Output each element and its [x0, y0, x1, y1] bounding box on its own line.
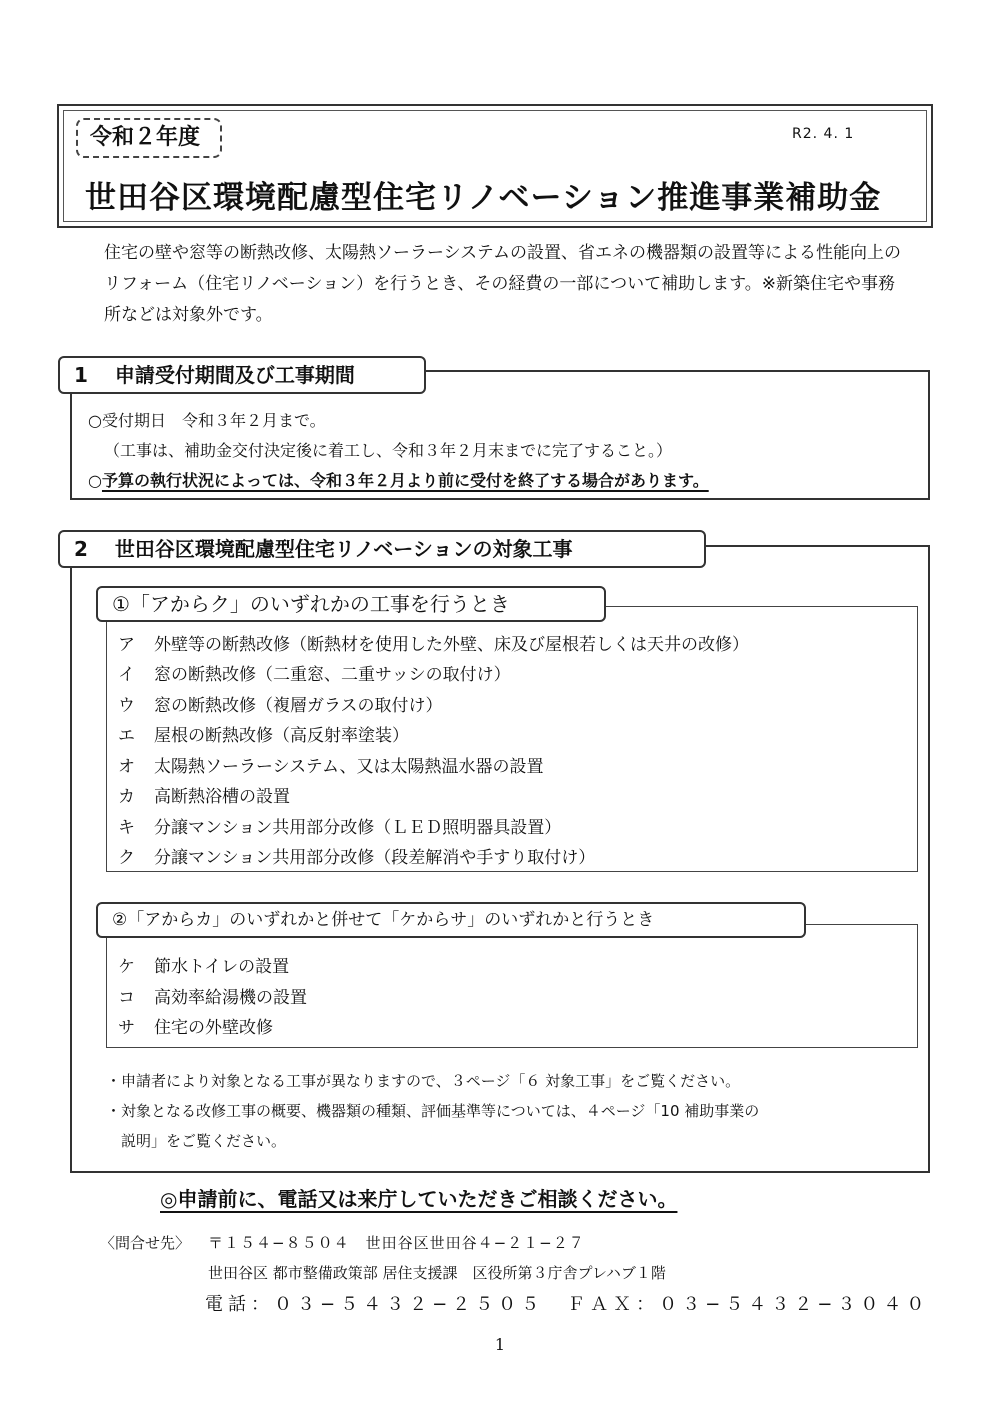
list-item: イ 窓の断熱改修（二重窓、二重サッシの取付け） [118, 665, 511, 685]
note-line: 説明」をご覧ください。 [106, 1132, 287, 1150]
notice-text: 予算の執行状況によっては、令和３年２月より前に受付を終了する場合があります。 [101, 471, 709, 490]
note-line: ・対象となる改修工事の概要、機器類の種類、評価基準等については、４ページ「10 補助事業の [106, 1102, 760, 1120]
consult-notice: ◎申請前に、電話又は来庁していただきご相談ください。 [160, 1187, 678, 1211]
issue-date: R2. 4. 1 [792, 126, 855, 142]
section1-line: （工事は、補助金交付決定後に着工し、令和３年２月末までに完了すること。） [104, 441, 673, 460]
section1-line: ○受付期日 令和３年２月まで。 [88, 411, 326, 430]
list-item: ケ 節水トイレの設置 [118, 957, 290, 977]
list-item: ウ 窓の断熱改修（複層ガラスの取付け） [118, 696, 443, 716]
intro-paragraph: 住宅の壁や窓等の断熱改修、太陽熱ソーラーシステムの設置、省エネの機器類の設置等による性能向上のリフォーム（住宅リノベーション）を行うとき、その経費の一部について補助します。※新築住宅や事務所などは対象外です。 [104, 243, 901, 325]
group2-heading: ②「アからカ」のいずれかと併せて「ケからサ」のいずれかと行うとき [96, 902, 806, 938]
notice-prefix: ○ [88, 471, 102, 490]
list-item: エ 屋根の断熱改修（高反射率塗装） [118, 726, 409, 746]
year-label: 令和２年度 [76, 118, 222, 158]
list-item: コ 高効率給湯機の設置 [118, 988, 307, 1008]
list-item: カ 高断熱浴槽の設置 [118, 787, 290, 807]
group1-heading: ①「アからク」のいずれかの工事を行うとき [96, 586, 606, 622]
contact-phone: 電話：０３−５４３２−２５０５ ＦＡＸ：０３−５４３２−３０４０ [205, 1294, 930, 1315]
contact-label: 〈問合せ先〉 [100, 1234, 191, 1252]
page-number: 1 [494, 1335, 506, 1354]
contact-address: 〒１５４−８５０４ 世田谷区世田谷４−２１−２７ [208, 1234, 585, 1252]
section1-heading: 1 申請受付期間及び工事期間 [58, 356, 426, 394]
list-item: サ 住宅の外壁改修 [118, 1018, 273, 1038]
contact-department: 世田谷区 都市整備政策部 居住支援課 区役所第３庁舎プレハブ１階 [208, 1264, 666, 1282]
list-item: オ 太陽熱ソーラーシステム、又は太陽熱温水器の設置 [118, 757, 544, 777]
list-item: ア 外壁等の断熱改修（断熱材を使用した外壁、床及び屋根若しくは天井の改修） [118, 635, 749, 655]
page-title: 世田谷区環境配慮型住宅リノベーション推進事業補助金 [85, 180, 882, 216]
section1-notice [88, 468, 709, 491]
list-item: キ 分譲マンション共用部分改修（ＬＥＤ照明器具設置） [118, 818, 562, 838]
section2-heading: 2 世田谷区環境配慮型住宅リノベーションの対象工事 [58, 530, 706, 568]
note-line: ・申請者により対象となる工事が異なりますので、３ページ「６ 対象工事」をご覧ください。 [106, 1072, 741, 1090]
list-item: ク 分譲マンション共用部分改修（段差解消や手すり取付け） [118, 848, 596, 868]
